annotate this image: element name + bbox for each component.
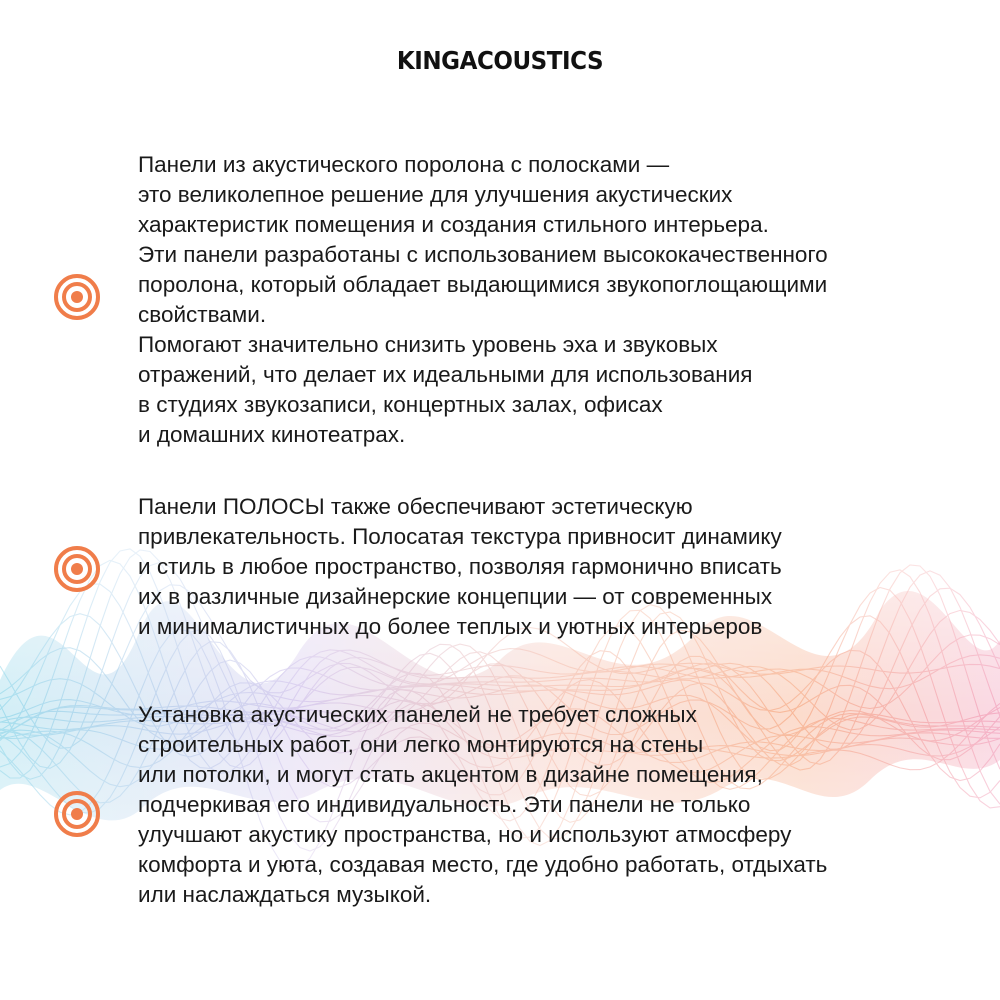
paragraph-line: комфорта и уюта, создавая место, где удобно работать, отдыхать [138,852,828,877]
paragraph-line: это великолепное решение для улучшения акустических [138,182,733,207]
paragraph-line: их в различные дизайнерские концепции — от современных [138,584,773,609]
paragraph-line: Установка акустических панелей не требует сложных [138,702,697,727]
paragraph-line: свойствами. [138,302,267,327]
paragraph-line: или потолки, и могут стать акцентом в дизайне помещения, [138,762,763,787]
paragraph-line: Панели ПОЛОСЫ также обеспечивают эстетическую [138,494,693,519]
paragraph-line: Панели из акустического поролона с полосками — [138,152,670,177]
text-block-1 [138,150,978,450]
paragraph-line: в студиях звукозаписи, концертных залах, офисах [138,392,663,417]
brand-logo: KINGACOUSTICS [396,46,604,75]
paragraph-line: строительных работ, они легко монтируются на стены [138,732,704,757]
concentric-circle-icon [53,545,101,593]
paragraph-line: характеристик помещения и создания стильного интерьера. [138,212,769,237]
text-block-2 [138,492,978,642]
paragraph-line: и стиль в любое пространство, позволяя гармонично вписать [138,554,782,579]
concentric-circle-icon [53,273,101,321]
paragraph-line: Эти панели разработаны с использованием высококачественного [138,242,828,267]
paragraph-line: привлекательность. Полосатая текстура привносит динамику [138,524,782,549]
paragraph-line: Помогают значительно снизить уровень эха и звуковых [138,332,718,357]
paragraph-line: поролона, который обладает выдающимися звукопоглощающими [138,272,828,297]
paragraph-line: отражений, что делает их идеальными для использования [138,362,753,387]
concentric-circle-icon [53,790,101,838]
paragraph-line: улучшают акустику пространства, но и используют атмосферу [138,822,792,847]
text-block-3 [138,700,978,910]
paragraph-line: или наслаждаться музыкой. [138,882,432,907]
paragraph-line: и минималистичных до более теплых и уютных интерьеров [138,614,763,639]
paragraph-line: подчеркивая его индивидуальность. Эти панели не только [138,792,751,817]
paragraph-line: и домашних кинотеатрах. [138,422,406,447]
